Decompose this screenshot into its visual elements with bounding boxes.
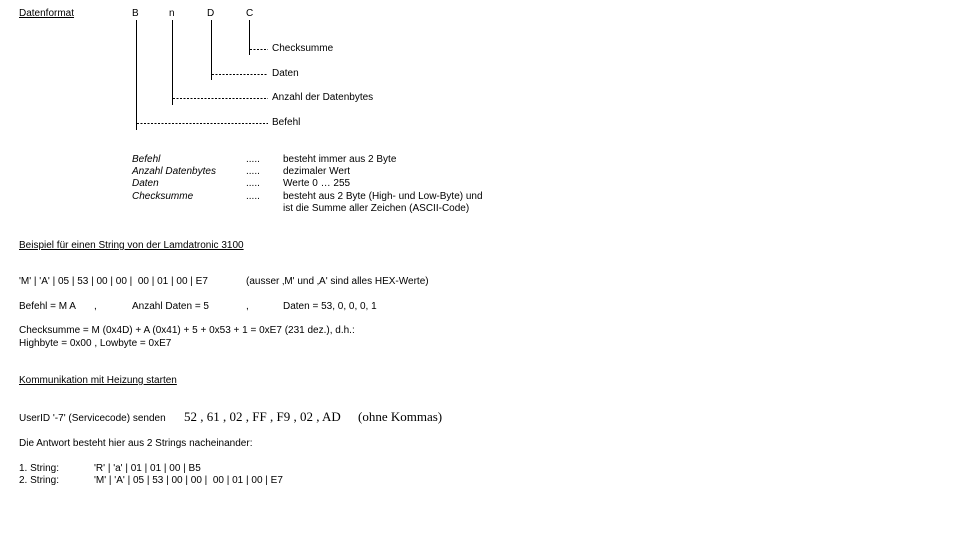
definition-term: Checksumme	[132, 191, 194, 202]
definition-dots: .....	[246, 166, 260, 177]
answer-text: Die Antwort besteht hier aus 2 Strings nacheinander:	[19, 438, 253, 449]
definition-dots: .....	[246, 191, 260, 202]
definition-term: Anzahl Datenbytes	[132, 166, 216, 177]
example-anzahl: Anzahl Daten = 5	[132, 301, 209, 312]
diagram-label-befehl: Befehl	[272, 117, 301, 128]
answer-string-label: 2. String:	[19, 475, 60, 486]
answer-string-label: 1. String:	[19, 463, 60, 474]
example-checksum-bytes: Highbyte = 0x00 , Lowbyte = 0xE7	[19, 338, 172, 349]
section-title-beispiel: Beispiel für einen String von der Lamdatronic 3100	[19, 240, 244, 251]
example-comma: ,	[94, 301, 97, 312]
answer-string-value: 'R' | 'a' | 01 | 01 | 00 | B5	[94, 463, 201, 474]
definition-desc: besteht aus 2 Byte (High- und Low-Byte) und	[283, 191, 483, 202]
example-daten: Daten = 53, 0, 0, 0, 1	[283, 301, 377, 312]
definition-term: Daten	[132, 178, 159, 189]
definition-desc: Werte 0 … 255	[283, 178, 351, 189]
definition-dots: .....	[246, 178, 260, 189]
example-comma: ,	[246, 301, 249, 312]
diagram-label-checksumme: Checksumme	[272, 43, 334, 54]
letter-daten: D	[207, 8, 215, 19]
definition-dots: .....	[246, 154, 260, 165]
definition-desc: dezimaler Wert	[283, 166, 351, 177]
letter-checksumme: C	[246, 8, 254, 19]
example-string-note: (ausser ‚M' und ‚A' sind alles HEX-Werte)	[246, 276, 429, 287]
userid-bytes: 52 , 61 , 02 , FF , F9 , 02 , AD	[184, 409, 341, 424]
letter-anzahl: n	[169, 8, 175, 19]
diagram-label-anzahl: Anzahl der Datenbytes	[272, 92, 374, 103]
diagram-label-daten: Daten	[272, 68, 299, 79]
userid-label: UserID '-7' (Servicecode) senden	[19, 413, 166, 424]
definition-desc: besteht immer aus 2 Byte	[283, 154, 397, 165]
example-string: 'M' | 'A' | 05 | 53 | 00 | 00 | 00 | 01 | 00 | E7	[19, 276, 208, 287]
letter-befehl: B	[132, 8, 139, 19]
answer-string-value: 'M' | 'A' | 05 | 53 | 00 | 00 | 00 | 01 | 00 | E7	[94, 475, 283, 486]
section-title-kommunikation: Kommunikation mit Heizung starten	[19, 375, 177, 386]
section-title-datenformat: Datenformat	[19, 8, 75, 19]
example-befehl: Befehl = M A	[19, 301, 76, 312]
userid-note: (ohne Kommas)	[358, 409, 443, 424]
definition-desc: ist die Summe aller Zeichen (ASCII-Code)	[283, 203, 470, 214]
example-checksum-line: Checksumme = M (0x4D) + A (0x41) + 5 + 0x53 + 1 = 0xE7 (231 dez.), d.h.:	[19, 325, 355, 336]
definition-term: Befehl	[132, 154, 161, 165]
